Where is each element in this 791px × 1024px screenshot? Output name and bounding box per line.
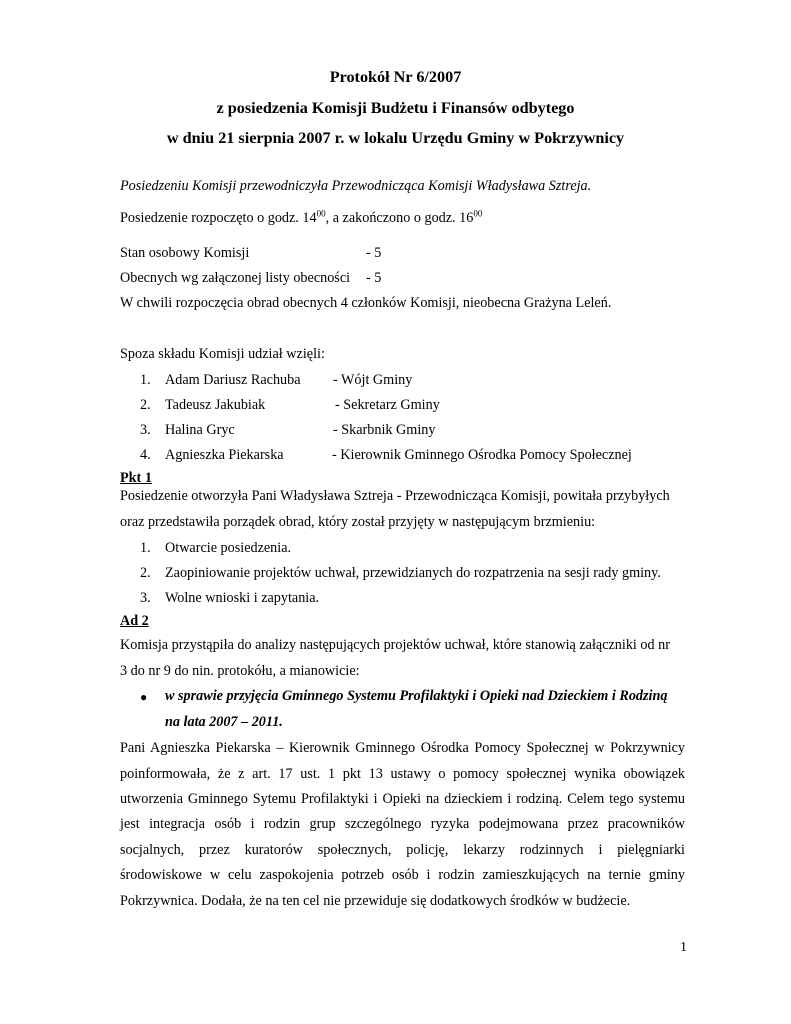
pkt1-text-line-1: Posiedzenie otworzyła Pani Władysława Sztreja - Przewodnicząca Komisji, powitała przybyłych [120, 488, 670, 504]
stan-value: - 5 [366, 245, 382, 261]
guest-name: Tadeusz Jakubiak [165, 397, 266, 413]
page-number: 1 [680, 940, 687, 955]
end-time-minutes: 00 [473, 208, 483, 219]
obecnych-label: Obecnych wg załączonej listy obecności [120, 270, 351, 286]
agenda-item-text: Wolne wnioski i zapytania. [165, 590, 320, 606]
guest-role: - Kierownik Gminnego Ośrodka Pomocy Społecznej [332, 447, 632, 463]
list-item-number: 2. [140, 397, 151, 413]
paragraph-line: poinformowała, że z art. 17 ust. 1 pkt 13 ustawy o pomocy społecznej wynika obowiązek [120, 766, 685, 782]
list-item-number: 2. [140, 565, 151, 581]
list-item-number: 1. [140, 540, 151, 556]
title-line-3: w dniu 21 sierpnia 2007 r. w lokalu Urzędu Gminy w Pokrzywnicy [166, 129, 625, 147]
stan-label: Stan osobowy Komisji [120, 245, 250, 261]
ad2-text-line-2: 3 do nr 9 do nin. protokółu, a mianowicie: [120, 663, 360, 679]
list-item-number: 3. [140, 590, 151, 606]
pkt1-text-line-2: oraz przedstawiła porządek obrad, który został przyjęty w następującym brzmieniu: [120, 514, 596, 530]
obecnych-value: - 5 [366, 270, 382, 286]
guests-heading: Spoza składu Komisji udział wzięli: [120, 346, 325, 362]
pkt1-heading: Pkt 1 [120, 470, 152, 486]
title-line-2: z posiedzenia Komisji Budżetu i Finansów odbytego [216, 99, 575, 117]
ad2-heading: Ad 2 [120, 613, 149, 629]
paragraph-line: środowiskowe w celu zaspokojenia potrzeb osób i rodzin zamieszkujących na ternie gminy [120, 867, 685, 883]
ad2-text-line-1: Komisja przystąpiła do analizy następujących projektów uchwał, które stanowią załączniki od nr [120, 637, 670, 653]
paragraph-line: jest integracja osób i rodzin grup szczególnego ryzyka podejmowana przez pracowników [120, 816, 685, 832]
list-item-number: 1. [140, 372, 151, 388]
attendance-note: W chwili rozpoczęcia obrad obecnych 4 członków Komisji, nieobecna Grażyna Leleń. [120, 295, 612, 311]
paragraph-line: Pani Agnieszka Piekarska – Kierownik Gminnego Ośrodka Pomocy Społecznej w Pokrzywnicy [120, 740, 685, 756]
list-item-number: 4. [140, 447, 151, 463]
agenda-item-text: Otwarcie posiedzenia. [165, 540, 292, 556]
agenda-item-text: Zaopiniowanie projektów uchwał, przewidzianych do rozpatrzenia na sesji rady gminy. [165, 565, 661, 581]
guest-role: - Sekretarz Gminy [335, 397, 440, 413]
guest-role: - Skarbnik Gminy [333, 422, 436, 438]
start-time-text: Posiedzenie rozpoczęto o godz. 14 [120, 210, 317, 226]
paragraph-line: utworzenia Gminnego Sytemu Profilaktyki i Opieki na dzieckiem i rodziną. Celem tego systemu [120, 791, 685, 807]
guest-name: Halina Gryc [165, 422, 235, 438]
guest-name: Agnieszka Piekarska [165, 447, 284, 463]
title-line-1: Protokół Nr 6/2007 [329, 68, 462, 86]
start-time-minutes: 00 [316, 208, 326, 219]
paragraph-last-line: Pokrzywnica. Dodała, że na ten cel nie przewiduje się dodatkowych środków w budżecie. [120, 893, 631, 909]
bullet-icon: ● [140, 690, 148, 704]
resolution-title-line-2: na lata 2007 – 2011. [165, 714, 283, 730]
meeting-times [120, 210, 482, 227]
guest-name: Adam Dariusz Rachuba [165, 372, 301, 388]
guest-role: - Wójt Gminy [333, 372, 413, 388]
resolution-title-line-1: w sprawie przyjęcia Gminnego Systemu Profilaktyki i Opieki nad Dzieckiem i Rodziną [165, 688, 668, 704]
end-time-text: , a zakończono o godz. 16 [325, 210, 474, 226]
paragraph-line: socjalnych, przez kuratorów społecznych, policję, lekarzy rodzinnych i pielęgniarki [120, 842, 685, 858]
chair-statement: Posiedzeniu Komisji przewodniczyła Przewodnicząca Komisji Władysława Sztreja. [120, 178, 592, 194]
list-item-number: 3. [140, 422, 151, 438]
